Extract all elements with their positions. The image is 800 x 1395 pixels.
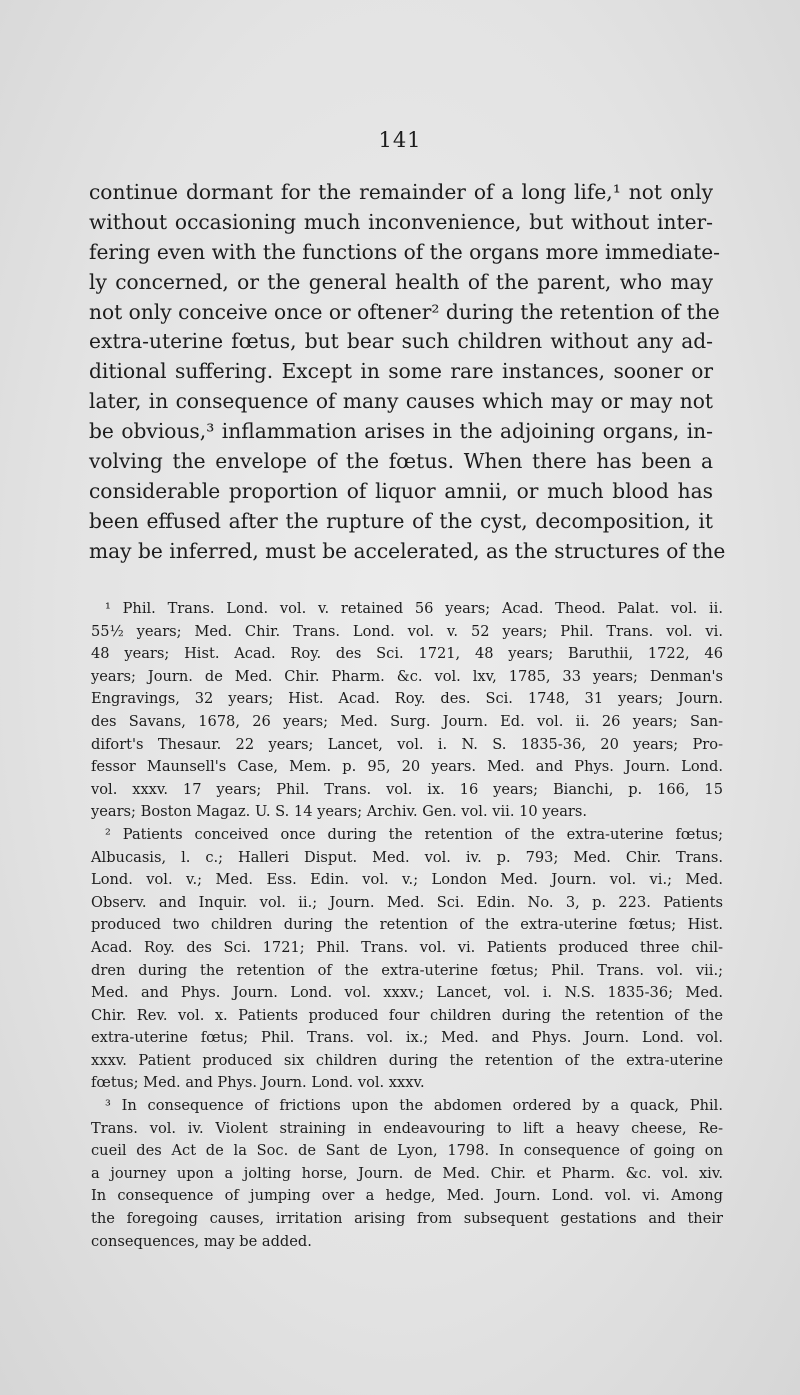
footnote-2-line: ² Patients conceived once during the retention of the extra-uterine fœtus;: [105, 825, 723, 843]
body-line: not only conceive once or oftener² during the retention of the: [89, 299, 720, 324]
footnote-3-line: ³ In consequence of frictions upon the abdomen ordered by a quack, Phil.: [105, 1097, 723, 1115]
footnote-2-line: Acad. Roy. des Sci. 1721; Phil. Trans. vol. vi. Patients produced three chil-: [91, 938, 723, 956]
page-number: 141: [378, 128, 422, 152]
footnote-1-line: ¹ Phil. Trans. Lond. vol. v. retained 56 years; Acad. Theod. Palat. vol. ii.: [105, 600, 723, 617]
body-line: without occasioning much inconvenience, but without inter-: [89, 209, 713, 234]
footnote-2-line: produced two children during the retention of the extra-uterine fœtus; Hist.: [91, 916, 723, 934]
body-line: be obvious,³ inflammation arises in the adjoining organs, in-: [89, 419, 713, 444]
body-line: may be inferred, must be accelerated, as the structures of the: [89, 538, 726, 563]
footnote-1-line: 55½ years; Med. Chir. Trans. Lond. vol. v. 52 years; Phil. Trans. vol. vi.: [91, 622, 723, 640]
body-line: been effused after the rupture of the cyst, decomposition, it: [89, 508, 713, 533]
footnote-1-line: vol. xxxv. 17 years; Phil. Trans. vol. ix. 16 years; Bianchi, p. 166, 15: [91, 780, 723, 798]
footnote-1-line: years; Boston Magaz. U. S. 14 years; Archiv. Gen. vol. vii. 10 years.: [91, 803, 587, 821]
footnote-1-line: years; Journ. de Med. Chir. Pharm. &c. vol. lxv, 1785, 33 years; Denman's: [91, 667, 723, 685]
footnote-3-line: the foregoing causes, irritation arising from subsequent gestations and their: [91, 1210, 723, 1228]
footnote-1-line: 48 years; Hist. Acad. Roy. des Sci. 1721, 48 years; Baruthii, 1722, 46: [91, 645, 723, 663]
footnote-3-line: Trans. vol. iv. Violent straining in endeavouring to lift a heavy cheese, Re-: [91, 1119, 723, 1137]
body-line: fering even with the functions of the organs more immediate-: [89, 239, 720, 264]
footnote-3-line: In consequence of jumping over a hedge, Med. Journ. Lond. vol. vi. Among: [91, 1187, 723, 1205]
footnote-2-line: Observ. and Inquir. vol. ii.; Journ. Med. Sci. Edin. No. 3, p. 223. Patients: [91, 893, 723, 911]
footnote-1-line: fessor Maunsell's Case, Mem. p. 95, 20 years. Med. and Phys. Journ. Lond.: [91, 758, 723, 776]
body-line: volving the envelope of the fœtus. When there has been a: [89, 449, 713, 474]
body-line: ditional suffering. Except in some rare instances, sooner or: [89, 359, 713, 384]
footnote-3-line: a journey upon a jolting horse, Journ. de Med. Chir. et Pharm. &c. vol. xiv.: [91, 1164, 723, 1182]
body-line: later, in consequence of many causes which may or may not: [89, 389, 713, 414]
footnote-2-line: Albucasis, l. c.; Halleri Disput. Med. vol. iv. p. 793; Med. Chir. Trans.: [91, 848, 723, 866]
body-line: extra-uterine fœtus, but bear such children without any ad-: [89, 329, 713, 354]
footnote-2-line: dren during the retention of the extra-uterine fœtus; Phil. Trans. vol. vii.;: [91, 961, 723, 979]
footnote-1-line: difort's Thesaur. 22 years; Lancet, vol. i. N. S. 1835-36, 20 years; Pro-: [91, 735, 723, 753]
body-line: considerable proportion of liquor amnii, or much blood has: [89, 478, 713, 503]
footnotes: [91, 598, 723, 1253]
footnote-3-line: consequences, may be added.: [91, 1232, 312, 1250]
footnote-1-line: des Savans, 1678, 26 years; Med. Surg. Journ. Ed. vol. ii. 26 years; San-: [91, 712, 723, 730]
body-line: continue dormant for the remainder of a long life,¹ not only: [89, 180, 713, 204]
footnote-3-line: cueil des Act de la Soc. de Sant de Lyon, 1798. In consequence of going on: [91, 1142, 723, 1160]
footnote-2-line: fœtus; Med. and Phys. Journ. Lond. vol. xxxv.: [91, 1074, 425, 1092]
footnote-2-line: xxxv. Patient produced six children during the retention of the extra-uterine: [91, 1051, 723, 1069]
footnote-2-line: Med. and Phys. Journ. Lond. vol. xxxv.; Lancet, vol. i. N.S. 1835-36; Med.: [91, 984, 723, 1002]
body-line: ly concerned, or the general health of the parent, who may: [89, 269, 713, 294]
footnote-2-line: Lond. vol. v.; Med. Ess. Edin. vol. v.; London Med. Journ. vol. vi.; Med.: [91, 871, 723, 889]
footnote-1-line: Engravings, 32 years; Hist. Acad. Roy. des. Sci. 1748, 31 years; Journ.: [91, 690, 723, 708]
footnote-2-line: extra-uterine fœtus; Phil. Trans. vol. ix.; Med. and Phys. Journ. Lond. vol.: [91, 1029, 723, 1047]
body-paragraph: [89, 178, 726, 567]
footnote-2-line: Chir. Rev. vol. x. Patients produced four children during the retention of the: [91, 1006, 723, 1024]
